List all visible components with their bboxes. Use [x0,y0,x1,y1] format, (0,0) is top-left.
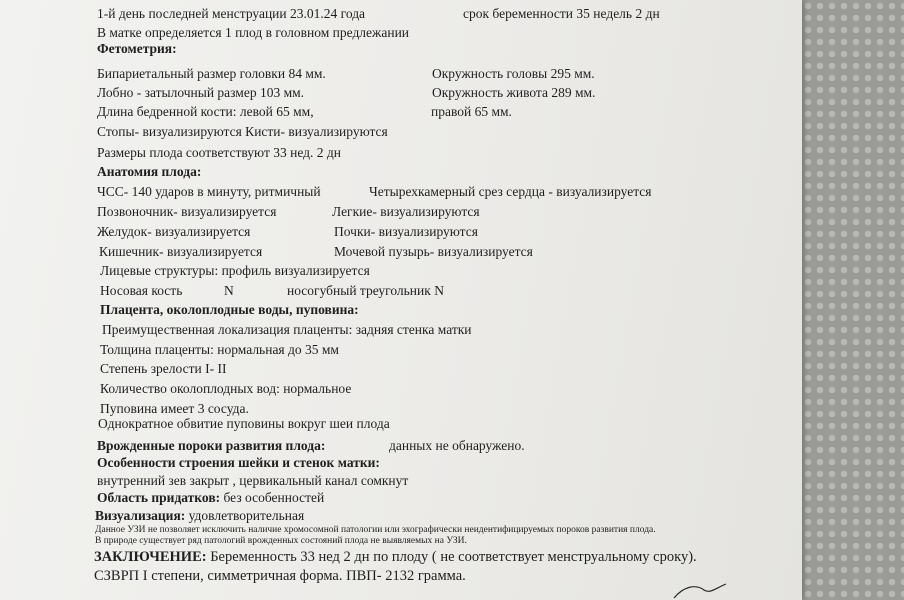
malformations-label: Врожденные пороки развития плода: [97,438,326,453]
abdominal-circumference-text: Окружность живота 289 мм. [432,85,596,100]
ofd-text: Лобно - затылочный размер 103 мм. [97,85,305,100]
bladder-text: Мочевой пузырь- визуализируется [334,244,533,259]
nasal-bone-value: N [224,283,234,298]
visualization-value: удовлетворительная [185,508,305,523]
fetal-size-text: Размеры плода соответствуют 33 нед. 2 дн [97,145,341,160]
nasal-bone-text: Носовая кость [100,283,183,298]
placenta-location-text: Преимущественная локализация плаценты: задняя стенка матки [102,322,472,337]
conclusion-value: Беременность 33 нед 2 дн по плоду ( не соответствует менструальному сроку). [206,549,697,565]
disclaimer-line-2: В природе существует ряд патологий врожденных состояний плода не выявляемых на УЗИ. [95,536,467,546]
lmp-date-text: 1-й день последней менструации 23.01.24 года [97,6,366,21]
four-chamber-text: Четырехкамерный срез сердца - визуализируется [369,184,652,199]
umbilical-cord-text: Пуповина имеет 3 сосуда. [100,401,249,416]
femur-right-text: правой 65 мм. [431,104,512,119]
heart-rate-text: ЧСС- 140 ударов в минуту, ритмичный [97,184,321,199]
signature-mark [670,582,730,600]
kidneys-text: Почки- визуализируются [334,224,478,239]
nasolabial-text: носогубный треугольник N [287,283,444,298]
fetus-position-text: В матке определяется 1 плод в головном предлежании [97,25,410,40]
placenta-heading: Плацента, околоплодные воды, пуповина: [100,302,359,317]
femur-left-text: Длина бедренной кости: левой 65 мм, [97,104,314,119]
malformations-value: данных не обнаружено. [389,438,525,453]
bowel-text: Кишечник- визуализируется [99,244,263,259]
face-profile-text: Лицевые структуры: профиль визуализируется [100,263,370,278]
cervix-heading: Особенности строения шейки и стенок матки: [97,455,380,470]
bpd-text: Бипариетальный размер головки 84 мм. [97,66,326,81]
visualization-text [95,508,304,524]
placenta-thickness-text: Толщина плаценты: нормальная до 35 мм [100,342,339,357]
background-surface [790,0,904,600]
stomach-text: Желудок- визуализируется [97,224,251,239]
anatomy-heading: Анатомия плода: [97,164,202,179]
disclaimer-line-1: Данное УЗИ не позволяет исключить наличие хромосомной патологии или эхографически неидентифицируемых пороков развития плода. [95,525,656,535]
adnexa-label: Область придатков: [97,490,221,505]
cervix-text: внутренний зев закрыт , цервикальный канал сомкнут [97,473,409,488]
conclusion-text [94,549,697,565]
spine-text: Позвоночник- визуализируется [97,204,277,219]
limbs-text: Стопы- визуализируются Кисти- визуализируются [97,124,388,139]
head-circumference-text: Окружность головы 295 мм. [432,66,595,81]
gestational-age-text: срок беременности 35 недель 2 дн [463,6,660,21]
diagnosis-text: СЗВРП I степени, симметричная форма. ПВП- 2132 грамма. [94,568,466,584]
amniotic-fluid-text: Количество околоплодных вод: нормальное [100,381,352,396]
adnexa-text [97,490,324,506]
conclusion-label: ЗАКЛЮЧЕНИЕ: [94,549,207,565]
adnexa-value: без особенностей [220,490,325,505]
lungs-text: Легкие- визуализируются [332,204,480,219]
cord-entanglement-text: Однократное обвитие пуповины вокруг шеи плода [98,416,390,431]
maturity-degree-text: Степень зрелости I- II [100,361,227,376]
fetometry-heading: Фетометрия: [97,41,177,56]
visualization-label: Визуализация: [95,508,186,523]
